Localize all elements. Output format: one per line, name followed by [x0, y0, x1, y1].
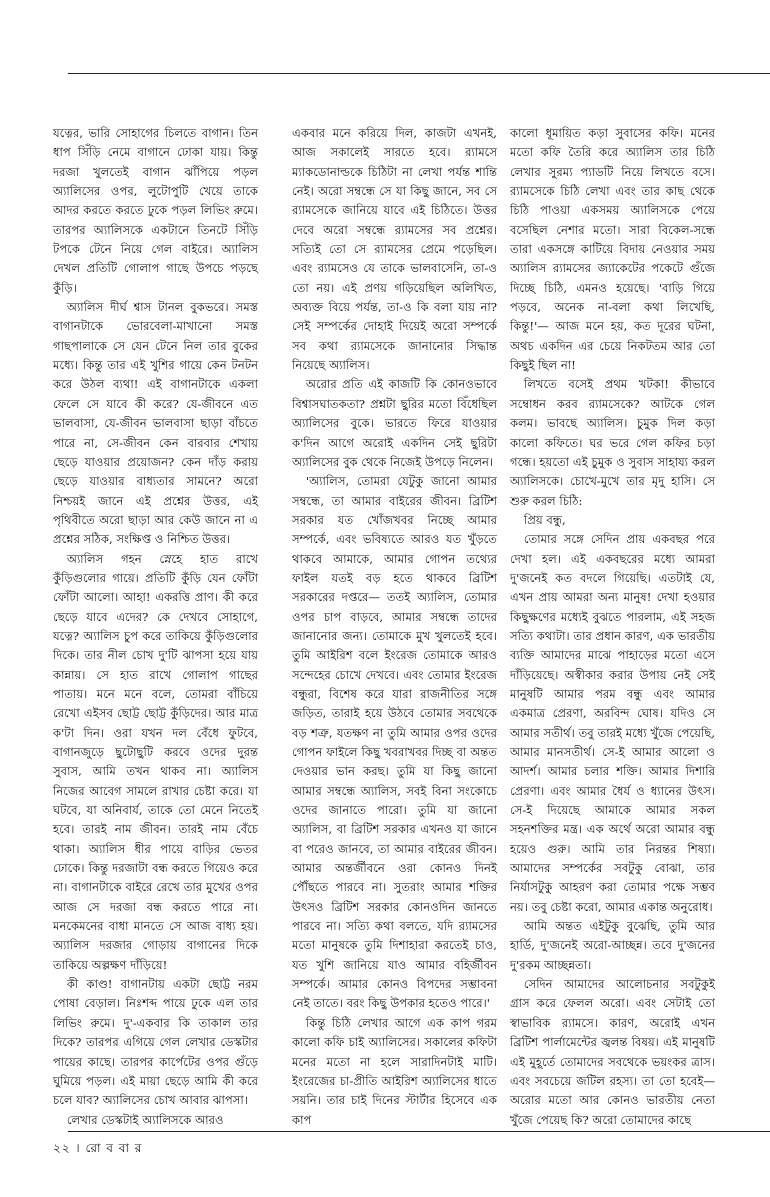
- column-2: [292, 124, 497, 1130]
- paragraph: সেদিন আমাদের আলোচনার সবটুকুই গ্রাস করে ফেলল অরো। এবং সেটাই তো স্বাভাবিক র‍্যামসে। কারণ, অরোই এখন ব্রিটিশ পার্লামেন্টের জ্বলন্ত বিষয়। এই মানুষটি এই মুহূর্তে তোমাদের সবথেকে ভয়ংকর ত্রাস। এবং সবচেয়ে জটিল রহস্য। তা তো হবেই— অরোর মতো আর কোনও ভারতীয় নেতা খুঁজে পেয়েছ কি? অরো তোমাদের কাছে: [510, 977, 715, 1127]
- paragraph: কী কাণ্ড! বাগানটায় একটা ছোট্ট নরম পোষা বেড়াল। নিঃশব্দ পায়ে ঢুকে এল তার লিভিং রুমে। দু'-একবার কি তাকাল তার দিকে? তারপর এগিয়ে গেল লেখার ডেস্কটার পায়ের কাছে। তারপর কার্পেটের ওপর গুঁড়ে ঘুমিয়ে পড়ল। এই মায়া ছেড়ে আমি কী করে চলে যাব? অ্যালিসের চোখ আবার ঝাপসা।: [53, 977, 258, 1108]
- column-3: [510, 124, 715, 1130]
- column-1: [53, 124, 258, 1130]
- paragraph: তোমার সঙ্গে সেদিন প্রায় একবছর পরে দেখা হল। এই একবছরের মধ্যে আমরা দু'জনেই কত বদলে গিয়েছি। এতটাই যে, এখন প্রায় আমরা অন্য মানুষ! দেখা হওয়ার কিছুক্ষণের মধ্যেই বুঝতে পারলাম, এই সহজ সত্যি কথাটা। তার প্রধান কারণ, এক ভারতীয় ব্যক্তি আমাদের মাঝে পাহাড়ের মতো এসে দাঁড়িয়েছে। অস্বীকার করার উপায় নেই সেই মানুষটি আমার পরম বন্ধু এবং আমার একমাত্র প্রেরণা, অরবিন্দ ঘোষ। যদিও সে আমার সতীর্থ। তবু তারই মধ্যে খুঁজে পেয়েছি, আমার মানসতীর্থ। সে-ই আমার আলো ও আদর্শ। আমার চলার শক্তি। আমার দিশারি প্রেরণা। এবং আমার ধৈর্য ও ধ্যানের উৎস। সে-ই দিয়েছে আমাকে আমার সকল সহনশক্তির মন্ত্র। এক অর্থে অরো আমার বন্ধু হয়েও গুরু। আমি তার নিরন্তর শিষ্যা। আমাদের সম্পর্কের সবটুকু বোঝা, তার নির্যাসটুকু আহরণ করা তোমার পক্ষে সম্ভব নয়। তবু চেষ্টা করো, আমার একান্ত অনুরোধ।: [510, 532, 715, 914]
- paragraph: লিখতে বসেই প্রথম খটকা! কীভাবে সম্বোধন করব র‍্যামসেকে? আটকে গেল কলম। ভাবছে অ্যালিস। চুমুক দিল কড়া কালো কফিতে। ঘর ভরে গেল কফির চড়া গন্ধে। হয়তো এই চুমুক ও সুবাস সাহায্য করল অ্যালিসকে। চোখে-মুখে তার মৃদু হাসি। সে শুরু করল চিঠি:: [510, 377, 715, 508]
- top-rule: [68, 73, 770, 74]
- paragraph: অরোর প্রতি এই কাজটি কি কোনওভাবে বিশ্বাসঘাতকতা? প্রশ্নটা ছুরির মতো বিঁধেছিল অ্যালিসের বুকে। ভারতে ফিরে যাওয়ার ক'দিন আগে অরোই একদিন সেই ছুরিটা অ্যালিসের বুক থেকে নিজেই উপড়ে নিলেন।: [292, 377, 497, 469]
- paragraph: কিন্তু চিঠি লেখার আগে এক কাপ গরম কালো কফি চাই অ্যালিসের। সকালের কফিটা মনের মতো না হলে সারাদিনটাই মাটি। ইংরেজের চা-প্রীতি আইরিশ অ্যালিসের ধাতে সয়নি। তার চাই দিনের স্টার্টার হিসেবে এক কাপ: [292, 1015, 497, 1127]
- paragraph: আমি অন্তত এইটুকু বুঝেছি, তুমি আর হার্ডি, দু'জনেই অরো-আচ্ছন্ন। তবে দু'জনের দু'রকম আচ্ছন্নতা।: [510, 919, 715, 972]
- paragraph: লেখার ডেস্কটাই অ্যালিসকে আরও: [66, 1112, 224, 1127]
- paragraph: একবার মনে করিয়ে দিল, কাজটা এখনই, আজ সকালেই সারতে হবে। র‍্যামসে ম্যাকডোনাল্ডকে চিঠিটা না লেখা পর্যন্ত শান্তি নেই। অরো সম্বন্ধে সে যা কিছু জানে, সব সে র‍্যামসেকে জানিয়ে যাবে এই চিঠিতে। উত্তর দেবে অরো সম্বন্ধে র‍্যামসের সব প্রশ্নের। সত্যিই তো সে র‍্যামসের প্রেমে পড়েছিল। এবং র‍্যামসেও যে তাকে ভালবাসেনি, তা-ও তো নয়। এই প্রণয় গড়িয়েছিল অলিখিত, অব্যক্ত বিয়ে পর্যন্ত, তা-ও কি বলা যায় না? সেই সম্পর্কের দোহাই দিয়েই অরো সম্পর্কে সব কথা র‍্যামসেকে জানানোর সিদ্ধান্ত নিয়েছে অ্যালিস।: [292, 126, 497, 373]
- paragraph: কালো ধূমায়িত কড়া সুবাসের কফি। মনের মতো কফি তৈরি করে অ্যালিস তার চিঠি লেখার সুরম্য প্যাডটি নিয়ে লিখতে বসে। র‍্যামসেকে চিঠি লেখা এবং তার কাছ থেকে চিঠি পাওয়া একসময় অ্যালিসকে পেয়ে বসেছিল নেশার মতো। সারা বিকেল-সন্ধে তারা একসঙ্গে কাটিয়ে বিদায় নেওয়ার সময় অ্যালিস র‍্যামসের জ্যাকেটের পকেটে গুঁজে দিচ্ছে চিঠি, এমনও হয়েছে। 'বাড়ি গিয়ে পড়বে, অনেক না-বলা কথা লিখেছি, কিন্তু!'— আজ মনে হয়, কত দূরের ঘটনা, অথচ একদিন এর চেয়ে নিকটতম আর তো কিছুই ছিল না!: [510, 126, 715, 373]
- paragraph: অ্যালিস দীর্ঘ শ্বাস টানল বুকভরে। সমস্ত বাগানটাকে ভোরবেলা-মাখানো সমস্ত গাছপালাকে সে যেন টেনে নিল তার বুকের মধ্যে। কিন্তু তার এই খুশির গায়ে কেন টনটন করে উঠল ব্যথা! এই বাগানটাকে একলা ফেলে সে যাবে কী করে? যে-জীবনে এত ভালবাসা, যে-জীবন ভালবাসা ছাড়া বাঁচতে পারে না, সে-জীবন কেন বারবার শেখায় ছেড়ে যাওয়ার প্রয়োজন? কেন দাঁড় করায় ছেড়ে যাওয়ার বাধ্যতার সামনে? অরো নিশ্চয়ই জানে এই প্রশ্নের উত্তর, এই পৃথিবীতে অরো ছাড়া আর কেউ জানে না এ প্রশ্নের সঠিক, সংক্ষিপ্ত ও নিশ্চিত উত্তর।: [53, 300, 258, 547]
- bottom-rule: [68, 1131, 770, 1132]
- paragraph: যত্নের, ভারি সোহাগের চিলতে বাগান। তিন ধাপ সিঁড়ি নেমে বাগানে ঢোকা যায়। কিন্তু দরজা খুলতেই বাগান ঝাঁপিয়ে পড়ল অ্যালিসের ওপর, লুটোপুটি খেয়ে তাকে আদর করতে করতে ঢুকে পড়ল লিভিং রুমে। তারপর অ্যালিসকে একটানে তিনটে সিঁড়ি টপকে টেনে নিয়ে গেল বাইরে। অ্যালিস দেখল প্রতিটি গোলাপ গাছে উপচে পড়ছে কুঁড়ি।: [53, 126, 258, 295]
- paragraph: 'অ্যালিস, তোমরা যেটুকু জানো আমার সম্বন্ধে, তা আমার বাইরের জীবন। ব্রিটিশ সরকার যত খোঁজখবর নিচ্ছে আমার সম্পর্কে, এবং ভবিষ্যতে আরও যত খুঁড়তে থাকবে আমাকে, আমার গোপন তথ্যের ফাইল যতই বড় হতে থাকবে ব্রিটিশ সরকারের দপ্তরে— ততই অ্যালিস, তোমার ওপর চাপ বাড়বে, আমার সম্বন্ধে তাদের জানানোর জন্য। তোমাকে মুখ খুলতেই হবে। তুমি আইরিশ বলে ইংরেজ তোমাকে আরও সন্দেহের চোখে দেখবে। এবং তোমার ইংরেজ বন্ধুরা, বিশেষ করে যারা রাজনীতির সঙ্গে জড়িত, তারাই হয়ে উঠবে তোমার সবথেকে বড় শত্রু, যতক্ষণ না তুমি আমার ওপর ওদের গোপন ফাইলে কিছু খবরাখবর দিচ্ছ বা অন্তত দেওয়ার ভান করছ। তুমি যা কিছু জানো আমার সম্বন্ধে অ্যালিস, সবই বিনা সংকোচে ওদের জানাতে পারো। তুমি যা জানো অ্যালিস, বা ব্রিটিশ সরকার এখনও যা জানে বা পরেও জানবে, তা আমার বাইরের জীবন। আমার অন্তর্জীবনে ওরা কোনও দিনই পৌঁছতে পারবে না। সুতরাং আমার শক্তির উৎসও ব্রিটিশ সরকার কোনওদিন জানতে পারবে না। সত্যি কথা বলতে, যদি র‍্যামসের মতো মানুষকে তুমি দিশাহারা করতেই চাও, যত খুশি জানিয়ে যাও আমার বহির্জীবন সম্পর্কে। আমার কোনও বিপদের সম্ভাবনা নেই তাতে। বরং কিছু উপকার হতেও পারে।': [292, 474, 497, 1011]
- letter-salutation: প্রিয় বন্ধু,: [523, 512, 566, 527]
- paragraph: অ্যালিস গহন স্নেহে হাত রাখে কুঁড়িগুলোর গায়ে। প্রতিটি কুঁড়ি যেন ফোঁটা ফোঁটা আলো। আহা! একরত্তি প্রাণ। কী করে ছেড়ে যাবে এদের? কে দেখবে সোহাগে, যত্নে? অ্যালিস চুপ করে তাকিয়ে কুঁড়িগুলোর দিকে। তার নীল চোখ দু'টি ঝাপসা হয়ে যায় কান্নায়। সে হাত রাখে গোলাপ গাছের পাতায়। মনে মনে বলে, তোমরা বাঁচিয়ে রেখো এইসব ছোট্ট ছোট্ট কুঁড়িদের। আর মাত্র ক'টা দিন। ওরা যখন দল বেঁধে ফুটবে, বাগানজুড়ে ছুটোছুটি করবে ওদের দুরন্ত সুবাস, আমি তখন থাকব না। অ্যালিস নিজের আবেগ সামলে রাখার চেষ্টা করে। যা ঘটবে, যা অনিবার্য, তাকে তো মেনে নিতেই হবে। তারই নাম জীবন। তারই নাম বেঁচে থাকা। অ্যালিস ধীর পায়ে বাড়ির ভেতর ঢোকে। কিন্তু দরজাটা বন্ধ করতে গিয়েও করে না। বাগানটাকে বাইরে রেখে তার মুখের ওপর আজ সে দরজা বন্ধ করতে পারে না। মনকেমনের বাধা মানতে সে আজ বাধ্য হয়। অ্যালিস দরজার গোড়ায় বাগানের দিকে তাকিয়ে অল্পক্ষণ দাঁড়িয়ে!: [53, 551, 258, 972]
- page-footer: ২২ । রো ব বা র: [53, 1141, 143, 1155]
